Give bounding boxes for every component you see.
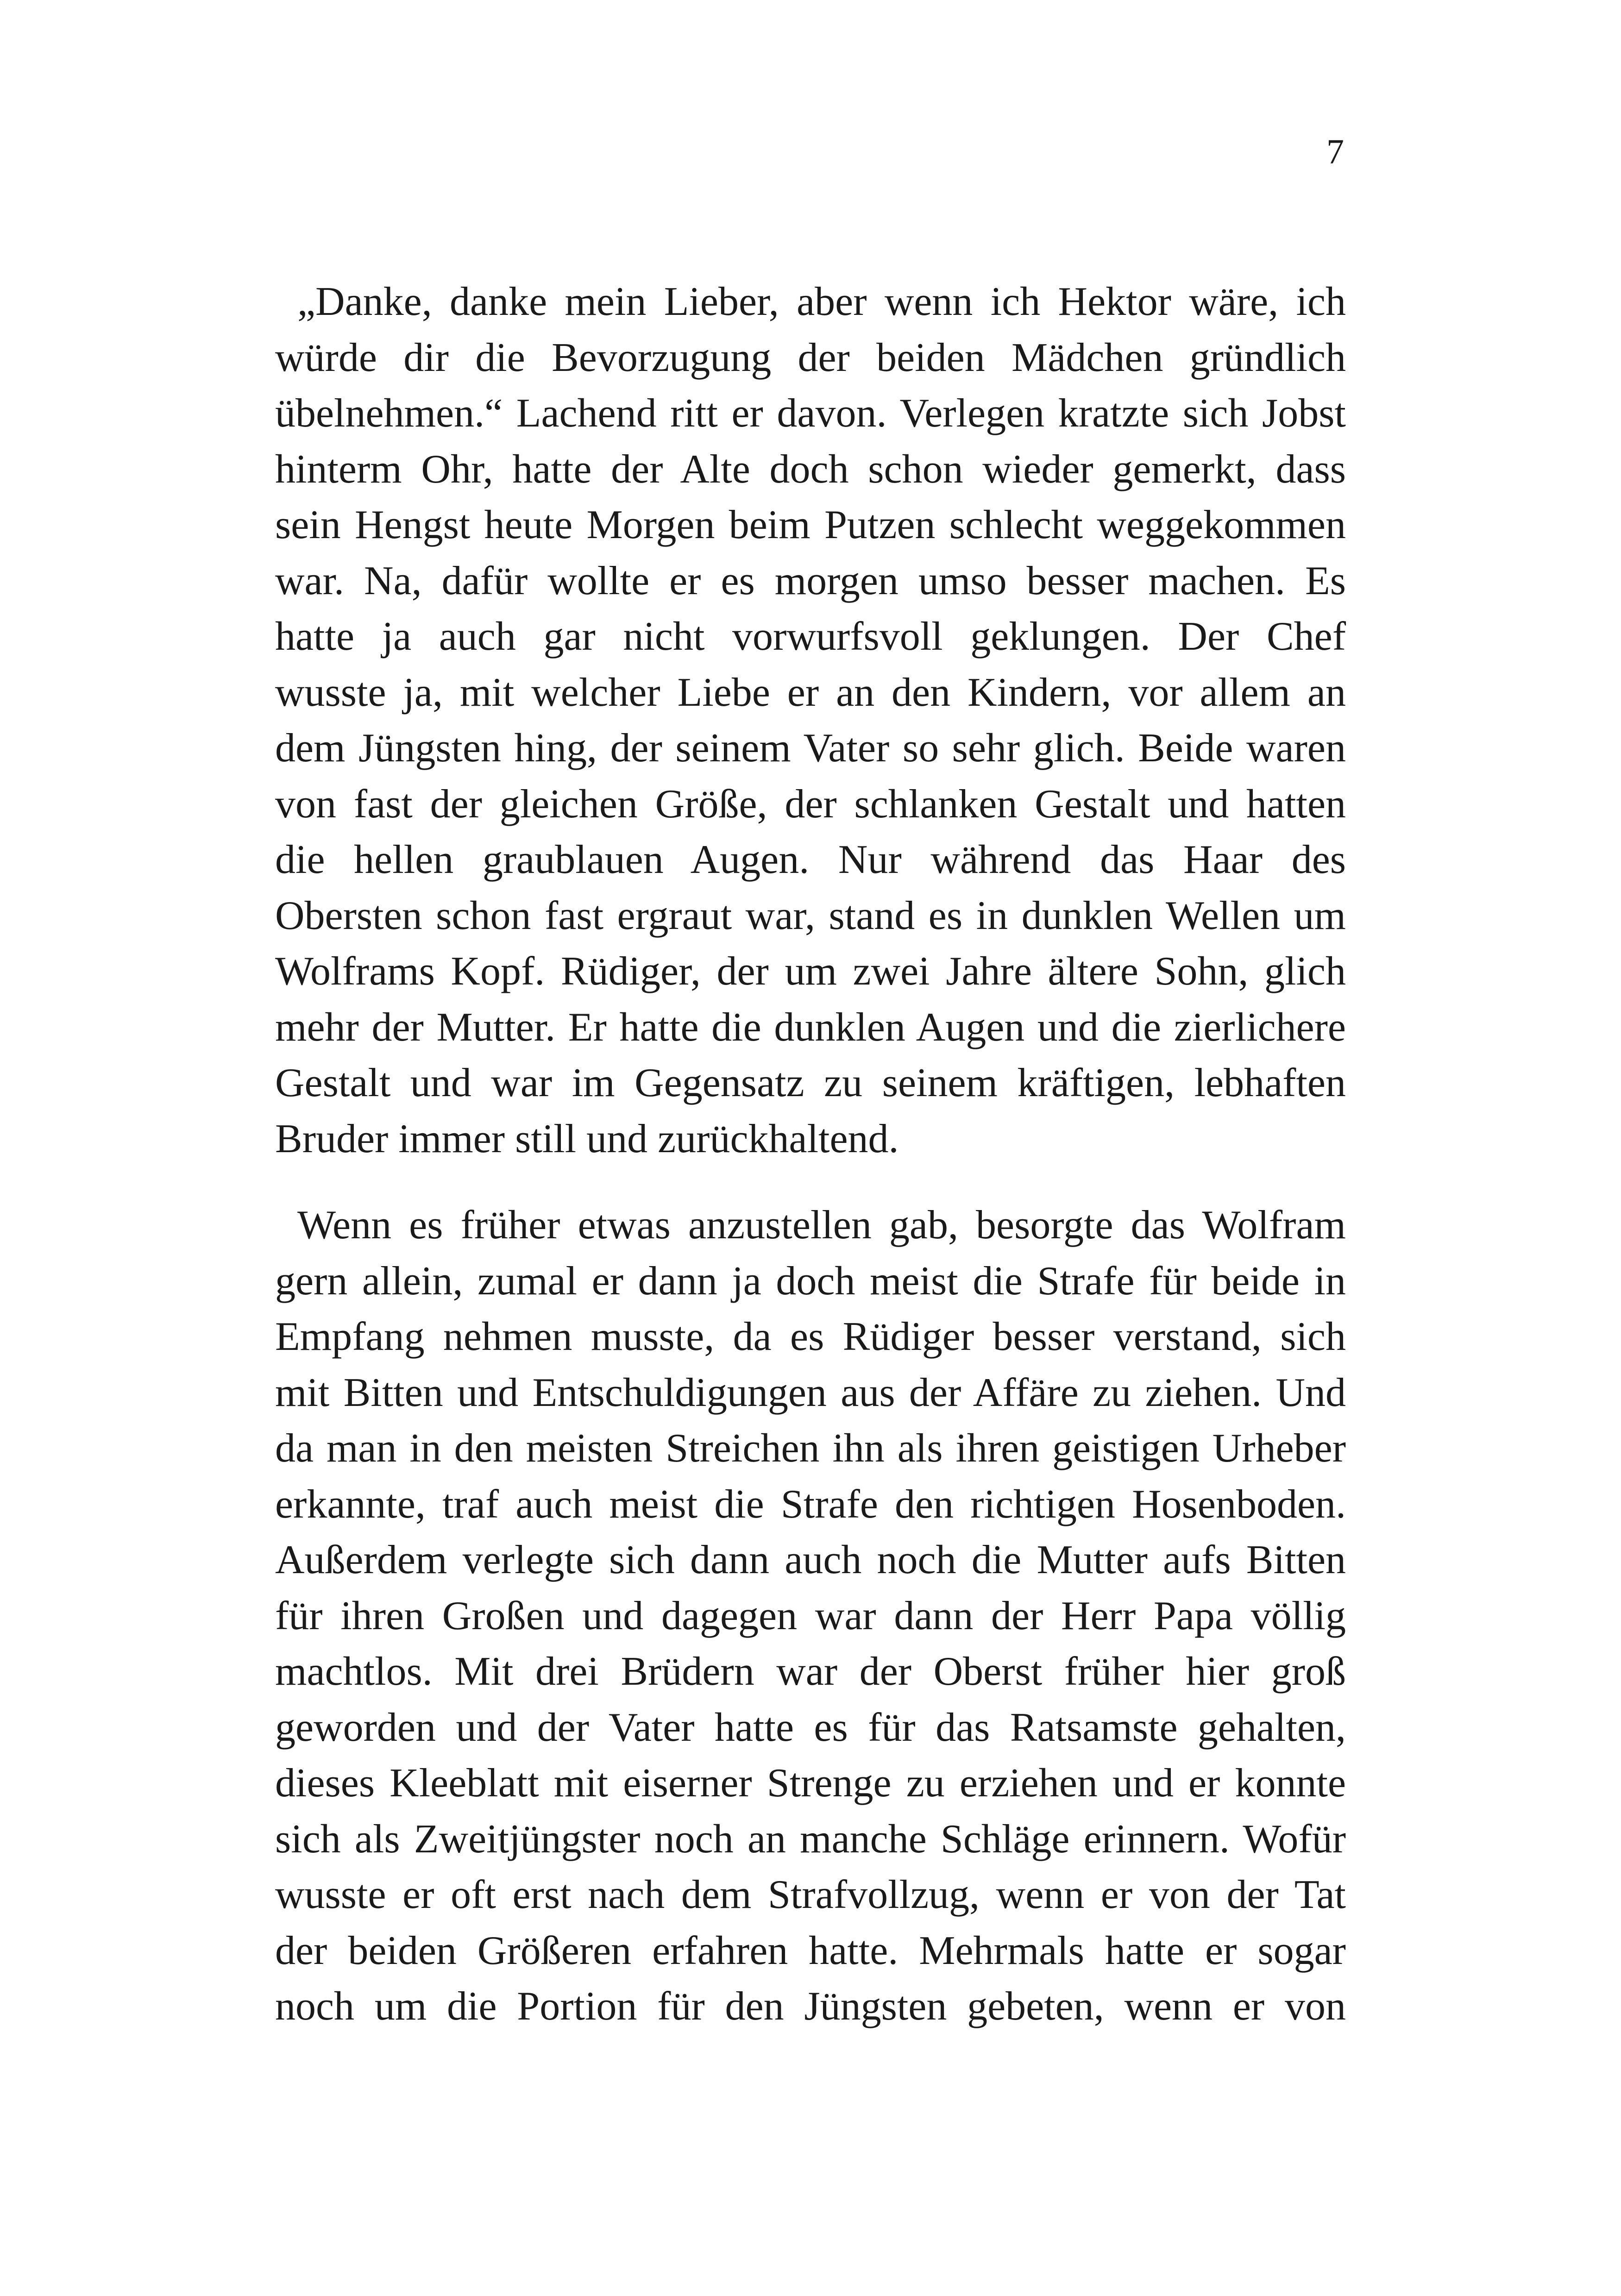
text-line: machtlos. Mit drei Brüdern war der Oberst früher hier groß (275, 1649, 1346, 1694)
page-number: 7 (1326, 132, 1344, 171)
text-line: war. Na, dafür wollte er es morgen umso besser machen. Es (275, 558, 1346, 603)
text-line: Bruder immer still und zurückhaltend. (275, 1116, 899, 1161)
text-line: Obersten schon fast ergraut war, stand es in dunklen Wellen um (275, 893, 1346, 938)
text-line: wusste er oft erst nach dem Strafvollzug, wenn er von der Tat (275, 1872, 1346, 1917)
text-line: mit Bitten und Entschuldigungen aus der Affäre zu ziehen. Und (275, 1370, 1346, 1415)
text-line: da man in den meisten Streichen ihn als ihren geistigen Urheber (275, 1426, 1346, 1471)
text-line: sich als Zweitjüngster noch an manche Schläge erinnern. Wofür (275, 1816, 1346, 1862)
text-line: Gestalt und war im Gegensatz zu seinem kräftigen, lebhaften (275, 1060, 1346, 1105)
text-line: dem Jüngsten hing, der seinem Vater so sehr glich. Beide waren (275, 726, 1346, 771)
text-line: hinterm Ohr, hatte der Alte doch schon wieder gemerkt, dass (275, 446, 1346, 492)
text-line: übelnehmen.“ Lachend ritt er davon. Verlegen kratzte sich Jobst (275, 391, 1346, 436)
paragraph-2 (275, 1198, 1346, 2035)
text-line: gern allein, zumal er dann ja doch meist die Strafe für beide in (275, 1258, 1346, 1304)
paragraph-1 (275, 274, 1346, 1167)
text-line: sein Hengst heute Morgen beim Putzen schlecht weggekommen (275, 502, 1346, 547)
text-line: noch um die Portion für den Jüngsten gebeten, wenn er von (275, 1984, 1346, 2029)
text-line: für ihren Großen und dagegen war dann der Herr Papa völlig (275, 1593, 1346, 1638)
text-line: hatte ja auch gar nicht vorwurfsvoll geklungen. Der Chef (275, 614, 1346, 659)
text-line: erkannte, traf auch meist die Strafe den richtigen Hosenboden. (275, 1481, 1346, 1527)
text-line: mehr der Mutter. Er hatte die dunklen Augen und die zierlichere (275, 1004, 1346, 1050)
text-line: dieses Kleeblatt mit eiserner Strenge zu erziehen und er konnte (275, 1761, 1346, 1806)
text-line: „Danke, danke mein Lieber, aber wenn ich Hektor wäre, ich (297, 279, 1346, 324)
text-line: von fast der gleichen Größe, der schlanken Gestalt und hatten (275, 781, 1346, 827)
text-line: Wolframs Kopf. Rüdiger, der um zwei Jahre ältere Sohn, glich (275, 949, 1346, 994)
text-line: Wenn es früher etwas anzustellen gab, besorgte das Wolfram (297, 1203, 1346, 1248)
text-line: der beiden Größeren erfahren hatte. Mehrmals hatte er sogar (275, 1928, 1346, 1973)
text-line: würde dir die Bevorzugung der beiden Mädchen gründlich (275, 335, 1346, 380)
text-line: wusste ja, mit welcher Liebe er an den Kindern, vor allem an (275, 670, 1346, 715)
text-line: die hellen graublauen Augen. Nur während das Haar des (275, 837, 1346, 882)
text-line: Empfang nehmen musste, da es Rüdiger besser verstand, sich (275, 1314, 1346, 1359)
text-line: geworden und der Vater hatte es für das Ratsamste gehalten, (275, 1705, 1346, 1750)
text-line: Außerdem verlegte sich dann auch noch die Mutter aufs Bitten (275, 1537, 1346, 1582)
